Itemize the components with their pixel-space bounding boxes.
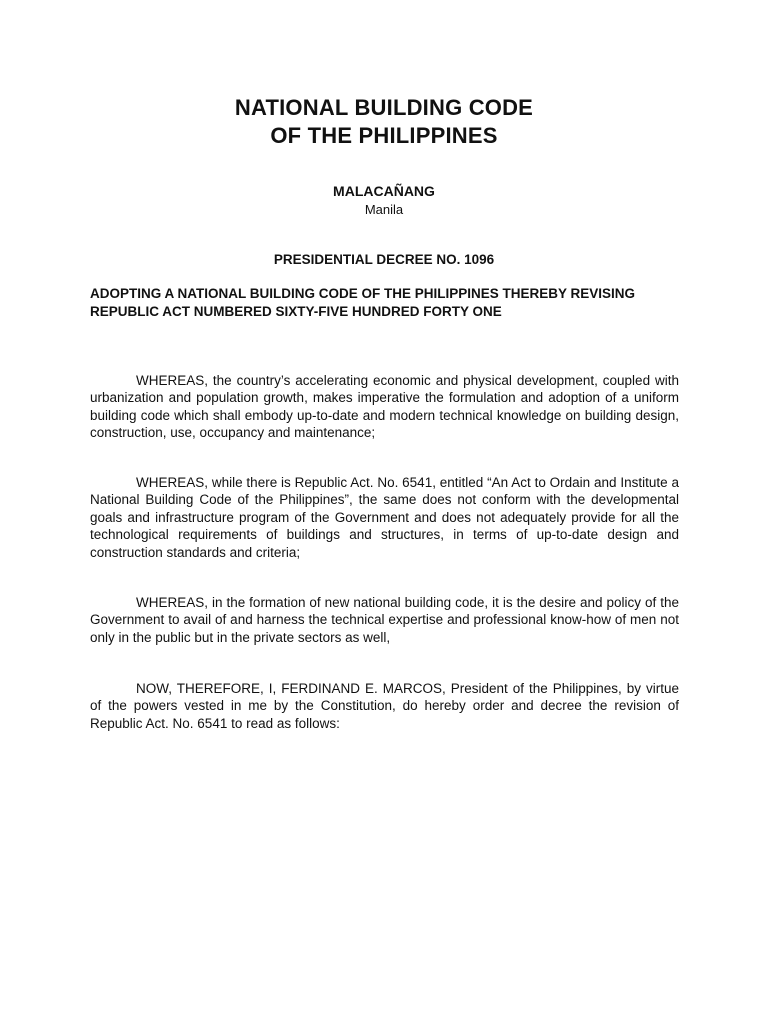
whereas-paragraph-2: WHEREAS, while there is Republic Act. No. 6541, entitled “An Act to Ordain and Institute a National Building Code of the Philippines”, the same does not conform with the developmental goals and infrastructure program of the Government and does not adequately provide for all the technological requirements of buildings and structures, in terms of up-to-date design and construction standards and criteria; <box>90 475 679 560</box>
decree-subject: ADOPTING A NATIONAL BUILDING CODE OF THE PHILIPPINES THEREBY REVISING REPUBLIC ACT NUMBERED SIXTY-FIVE HUNDRED FORTY ONE <box>90 286 636 319</box>
issuing-city: Manila <box>364 202 404 217</box>
document-title-line-2: OF THE PHILIPPINES <box>270 123 498 148</box>
document-title-line-1: NATIONAL BUILDING CODE <box>234 95 534 120</box>
decree-number: PRESIDENTIAL DECREE NO. 1096 <box>273 252 495 267</box>
issuing-office: MALACAÑANG <box>333 183 435 199</box>
whereas-paragraph-3: WHEREAS, in the formation of new national building code, it is the desire and policy of the Government to avail of and harness the technical expertise and professional know-how of men not only in the public but in the private sectors as well, <box>90 595 679 645</box>
now-therefore-paragraph: NOW, THEREFORE, I, FERDINAND E. MARCOS, President of the Philippines, by virtue of the powers vested in me by the Constitution, do hereby order and decree the revision of Republic Act. No. 6541 to read as follows: <box>90 681 679 731</box>
whereas-paragraph-1: WHEREAS, the country’s accelerating economic and physical development, coupled with urbanization and population growth, makes imperative the formulation and adoption of a uniform building code which shall embody up-to-date and modern technical knowledge on building design, construction, use, occupancy and maintenance; <box>90 373 679 441</box>
